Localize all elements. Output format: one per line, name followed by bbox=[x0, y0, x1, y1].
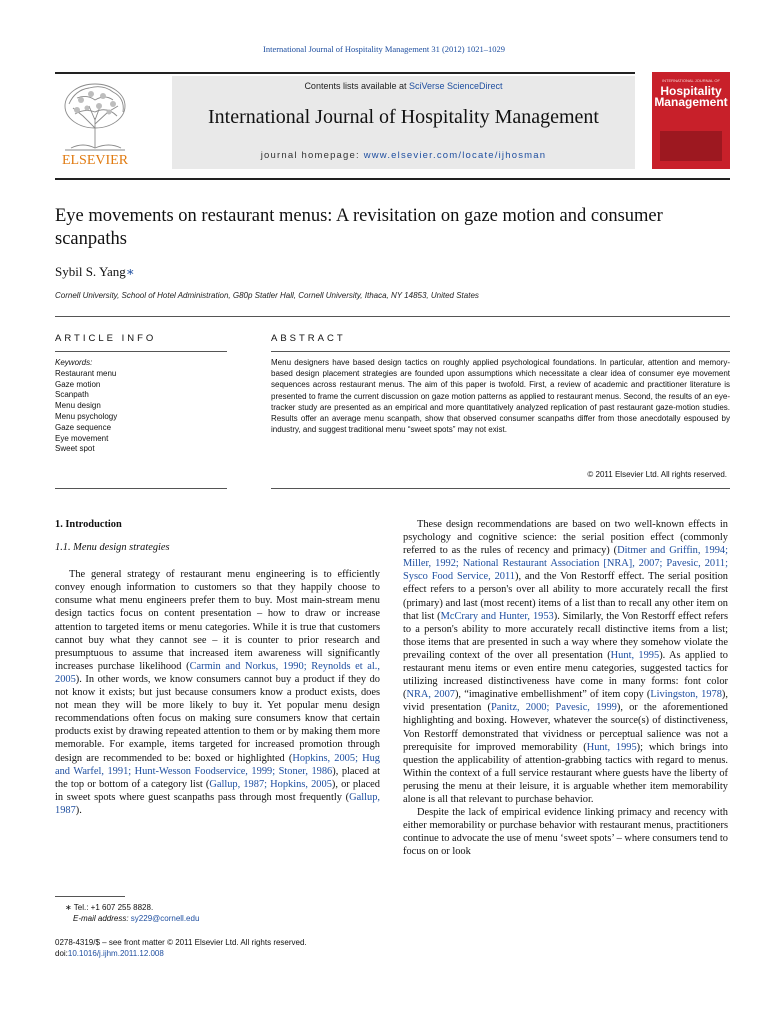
paragraph-text: The general strategy of restaurant menu engineering is to efficiently convey enough information to customers so that they happily choose to consume what menu engineers prefer them to buy. Most main-stream menu design tactics focus on content presentation – how to draw or increase attention to targeted items or menu categories. While it is true that customers cannot buy what they cannot see – it is counter to prior research and presumptuous to assume that increased item awareness will significantly increases purchase likelihood ( bbox=[55, 569, 380, 672]
citation-link[interactable]: NRA, 2007 bbox=[406, 689, 455, 701]
article-info-bottom-rule bbox=[55, 488, 227, 489]
elsevier-tree-icon bbox=[55, 78, 135, 168]
keyword-item: Menu design bbox=[55, 401, 101, 411]
doi-label: doi: bbox=[55, 949, 68, 958]
sciencedirect-link[interactable]: SciVerse ScienceDirect bbox=[409, 81, 503, 91]
body-column-right bbox=[403, 518, 728, 858]
abstract-heading: ABSTRACT bbox=[271, 333, 346, 344]
running-head[interactable]: International Journal of Hospitality Management 31 (2012) 1021–1029 bbox=[263, 44, 505, 54]
homepage-link[interactable]: www.elsevier.com/locate/ijhosman bbox=[363, 150, 547, 161]
journal-cover-image bbox=[652, 72, 730, 169]
keyword-item: Scanpath bbox=[55, 390, 89, 400]
citation-link[interactable]: Hunt, 1995 bbox=[586, 741, 637, 753]
citation-link[interactable]: McCrary and Hunter, 1953 bbox=[440, 610, 554, 622]
paragraph bbox=[403, 518, 728, 806]
citation-link[interactable]: Ditmer and Griffin, 1994; Miller, 1992; National Restaurant Association [NRA], 2007; Pavesic, 2011; Sysco Food Service, 2011 bbox=[403, 545, 728, 583]
email-link[interactable]: sy229@cornell.edu bbox=[130, 914, 200, 923]
keyword-item: Sweet spot bbox=[55, 444, 95, 454]
abstract-text: Menu designers have based design tactics on roughly applied psychological foundations. In particular, attention and memory-based design placement strategies are founded upon assumptions which necessitate a clear idea of consumer eye movement sequences across restaurant menus. The aim of this paper is twofold. First, a review of academic and practitioner literature is presented to frame the current discussion on gaze motion patterns as applied to restaurant menus. Second, the results of an eye-tracker study are presented as an empirical and more quantitatively analyzed replication of past restaurant gaze-motion studies. Results offer an average menu scanpath, show that observed consumer scanpaths differ from those anecdotally espoused by industry, and suggest traditional menu “sweet spots” may not exist. bbox=[271, 358, 730, 435]
paragraph-text: ), and the Von Restorff effect. The serial position effect refers to a person's over all ability to more accurately recall the first (primary) and last (most recent) items of a list than to recall any other item on that list ( bbox=[403, 571, 728, 622]
homepage-line bbox=[172, 150, 635, 161]
paragraph-text: ). As applied to restaurant menu items or even entire menu categories, suggested tactics for utilizing increased distinctiveness have come in many forms: font color ( bbox=[403, 649, 728, 701]
paragraph-text: ). Similarly, the Von Restorff effect refers to a person's ability to more accurately recall distinctive items from a list; those items that are presented in such a way where they somehow violate the prevailing context of the over all presentation ( bbox=[403, 610, 728, 661]
paragraph-text: These design recommendations are based on two well-known effects in psychology and cognitive science: the serial position effect (commonly referred to as the rules of recency and primacy) ( bbox=[403, 519, 728, 557]
keyword-item: Menu psychology bbox=[55, 411, 118, 421]
keyword-item: Restaurant menu bbox=[55, 368, 117, 378]
issn-line: 0278-4319/$ – see front matter © 2011 Elsevier Ltd. All rights reserved. bbox=[55, 938, 307, 947]
paragraph-text: ), or placed in sweet spots where guest scanpaths pass through most frequently ( bbox=[55, 778, 380, 803]
banner-bottom-rule bbox=[55, 178, 730, 180]
abstract-bottom-rule bbox=[271, 488, 730, 489]
footnote-rule bbox=[55, 896, 125, 897]
paragraph-text: ), “imaginative embellishment” of item copy ( bbox=[454, 689, 651, 701]
author-name: Sybil S. Yang bbox=[55, 264, 126, 279]
section-heading: 1. Introduction bbox=[55, 519, 122, 530]
cover-photo-block bbox=[660, 131, 722, 161]
header-rule bbox=[55, 316, 730, 317]
cover-top-text: INTERNATIONAL JOURNAL OF bbox=[662, 78, 720, 83]
abstract-copyright: © 2011 Elsevier Ltd. All rights reserved. bbox=[587, 470, 727, 479]
homepage-prefix: journal homepage: bbox=[260, 150, 364, 161]
front-matter bbox=[55, 937, 307, 959]
keywords-label: Keywords: bbox=[55, 358, 93, 367]
footnote-tel: ∗ Tel.: +1 607 255 8828. bbox=[65, 903, 154, 912]
citation-link[interactable]: Panitz, 2000; Pavesic, 1999 bbox=[490, 702, 617, 714]
citation-link[interactable]: Livingston, 1978 bbox=[650, 689, 722, 701]
email-label: E-mail address: bbox=[73, 914, 131, 923]
contents-prefix: Contents lists available at bbox=[304, 81, 409, 91]
elsevier-logo bbox=[55, 78, 135, 168]
citation-link[interactable]: Gallup, 1987; Hopkins, 2005 bbox=[209, 778, 332, 790]
author-footnote bbox=[55, 902, 199, 924]
abstract-rule bbox=[271, 351, 730, 352]
article-info-rule bbox=[55, 351, 227, 352]
keyword-item: Eye movement bbox=[55, 433, 109, 443]
paragraph-text: ). bbox=[75, 804, 82, 816]
publisher-logo-text: ELSEVIER bbox=[61, 153, 129, 168]
author-line bbox=[55, 264, 135, 280]
article-info-heading: ARTICLE INFO bbox=[55, 333, 157, 344]
citation-link[interactable]: Hunt, 1995 bbox=[610, 649, 660, 661]
paragraph-text: ), or the aforementioned highlighting and boxing. However, whatever the source(s) of distinctiveness, Von Restorff demonstrated that vividness or perceptual salience was not a prerequisite for improved memorability ( bbox=[403, 702, 729, 753]
keyword-item: Gaze motion bbox=[55, 379, 101, 389]
journal-title: International Journal of Hospitality Management bbox=[207, 106, 599, 128]
doi-link[interactable]: 10.1016/j.ijhm.2011.12.008 bbox=[67, 949, 164, 958]
paragraph-text: ); which brings into question the applicability of attention-grabbing tactics with regard to menus. Within the context of a full service restaurant where guests have the liberty of perusing the menu at their leisure, it is arguable whether item memorability alone is all that relevant to purchase behavior. bbox=[403, 741, 728, 805]
cover-title: Hospitality Management bbox=[654, 84, 728, 109]
body-column-left bbox=[55, 518, 380, 817]
paragraph bbox=[55, 568, 380, 817]
paragraph-text: ), vivid presentation ( bbox=[403, 689, 728, 714]
author-footnote-mark[interactable]: ∗ bbox=[125, 264, 135, 279]
subsection-heading: 1.1. Menu design strategies bbox=[55, 542, 170, 554]
contents-line bbox=[172, 81, 635, 91]
keywords-block bbox=[55, 358, 227, 455]
paragraph-text: ). In other words, we know consumers cannot buy a product if they do not know it exists; but just because consumers know a product exists, does not mean they will be more likely to buy it. Yet popular menu design recommendations often focus on making sure consumers know that certain products exist by drawing repeated attention to them or by making them more memorable. For example, items targeted for increased promotion through design are recommended to be: boxed or highlighted ( bbox=[55, 673, 380, 764]
banner-top-rule bbox=[55, 72, 635, 74]
paragraph: Despite the lack of empirical evidence linking primacy and recency with either memorability or purchase behavior with restaurant menus, practitioners continue to advocate the use of menu ‘sweet spots’ – where consumers tend to focus on or look bbox=[403, 807, 728, 858]
journal-banner bbox=[55, 72, 730, 169]
affiliation: Cornell University, School of Hotel Administration, G80p Statler Hall, Cornell University, Ithaca, NY 14853, United States bbox=[55, 291, 479, 300]
banner-panel bbox=[172, 76, 635, 169]
paragraph-text: ), placed at the top or bottom of a category list ( bbox=[55, 765, 380, 790]
citation-link[interactable]: Gallup, 1987 bbox=[55, 791, 380, 816]
keyword-item: Gaze sequence bbox=[55, 422, 112, 432]
citation-link[interactable]: Carmin and Norkus, 1990; Reynolds et al., 2005 bbox=[55, 660, 380, 685]
citation-link[interactable]: Hopkins, 2005; Hug and Warfel, 1991; Hunt-Wesson Foodservice, 1999; Stoner, 1986 bbox=[55, 752, 380, 777]
article-title: Eye movements on restaurant menus: A revisitation on gaze motion and consumer scanpaths bbox=[55, 206, 663, 249]
